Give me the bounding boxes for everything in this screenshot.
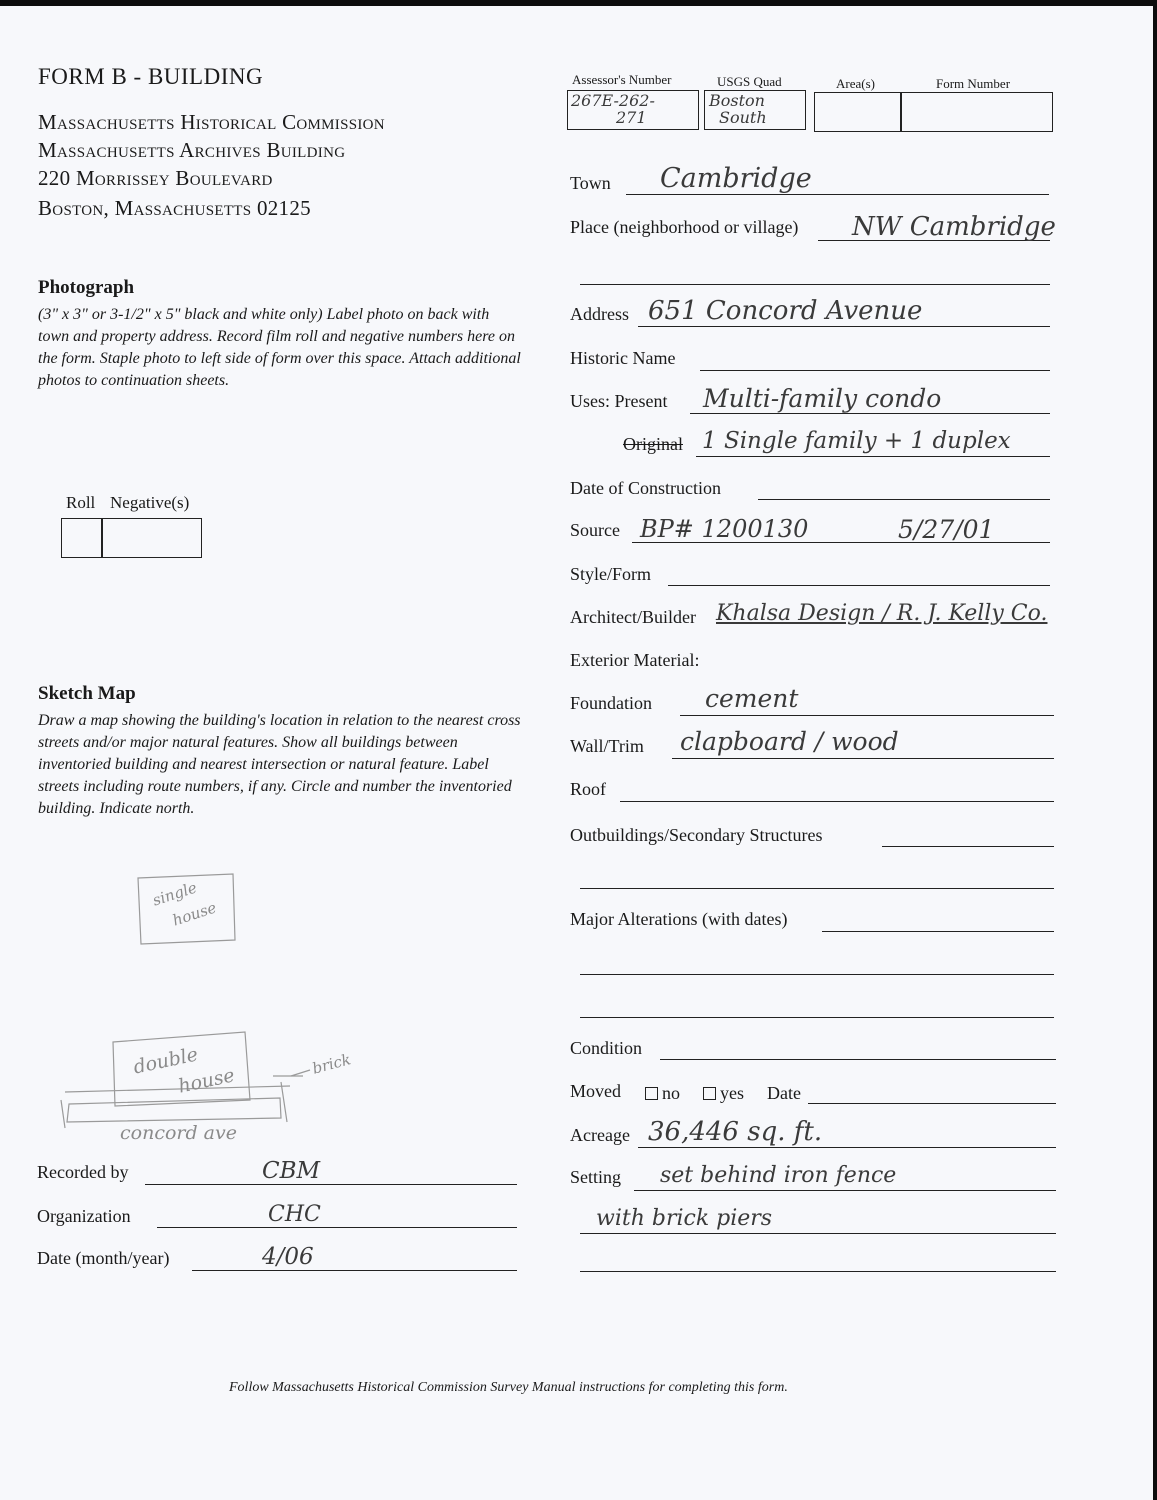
agency-street: 220 Morrissey Boulevard <box>38 166 273 190</box>
foundation-line <box>680 715 1054 716</box>
usgs-quad-box[interactable] <box>704 90 806 130</box>
setting-line-3 <box>580 1271 1056 1272</box>
areas-label: Area(s) <box>836 76 875 91</box>
scan-edge <box>1153 0 1157 1500</box>
town-value[interactable]: Cambridge <box>660 163 812 194</box>
acreage-line <box>638 1147 1056 1148</box>
recorded-by-line <box>145 1184 517 1185</box>
sketch-map-instructions: Draw a map showing the building's location in relation to the nearest cross streets and/or major natural features. Show all buildings between inventoried building and nearest intersection or natural feature. Label streets including route numbers, if any. Circle and number the inventoried building. Indicate north. <box>38 712 521 817</box>
outbuildings-label: Outbuildings/Secondary Structures <box>570 825 823 845</box>
outbuildings-line-2 <box>580 888 1054 889</box>
agency-city: Boston, Massachusetts 02125 <box>38 196 311 220</box>
major-alterations-label: Major Alterations (with dates) <box>570 909 788 929</box>
uses-original-label: Original <box>623 434 683 454</box>
organization-value[interactable]: CHC <box>268 1202 321 1227</box>
address-value[interactable]: 651 Concord Avenue <box>648 296 923 326</box>
organization-label: Organization <box>37 1206 131 1226</box>
style-form-label: Style/Form <box>570 564 652 584</box>
date-label: Date (month/year) <box>37 1248 170 1268</box>
usgs-quad-line1: Boston <box>709 91 765 110</box>
architect-builder-value[interactable]: Khalsa Design / R. J. Kelly Co. <box>716 601 1048 626</box>
street-line <box>65 1086 290 1092</box>
usgs-quad-label: USGS Quad <box>717 74 782 89</box>
footer-note: Follow Massachusetts Historical Commission Survey Manual instructions for completing this form. <box>229 1380 788 1395</box>
condition-line <box>660 1059 1056 1060</box>
wall-trim-value[interactable]: clapboard / wood <box>680 727 899 756</box>
place-value[interactable]: NW Cambridge <box>852 212 1056 242</box>
recorded-by-value[interactable]: CBM <box>262 1158 321 1184</box>
date-of-construction-label: Date of Construction <box>570 478 721 498</box>
recorded-by-label: Recorded by <box>37 1162 129 1182</box>
setting-line <box>634 1190 1056 1191</box>
areas-box[interactable] <box>814 92 902 132</box>
moved-yes-checkbox[interactable] <box>703 1087 716 1100</box>
setting-line-2 <box>580 1233 1056 1234</box>
setting-value-1[interactable]: set behind iron fence <box>660 1163 897 1188</box>
photograph-heading: Photograph <box>38 277 135 298</box>
historic-name-line <box>700 370 1050 371</box>
sketch-label-double-1: double <box>131 1043 200 1079</box>
acreage-label: Acreage <box>570 1125 630 1145</box>
acreage-value[interactable]: 36,446 sq. ft. <box>648 1117 823 1147</box>
major-alterations-line <box>822 931 1054 932</box>
place-line-2 <box>580 284 1050 285</box>
assessors-number-label: Assessor's Number <box>572 72 672 87</box>
moved-no-option[interactable] <box>645 1083 680 1104</box>
source-value[interactable]: BP# 1200130 <box>640 515 809 543</box>
sketch-map-drawing <box>55 860 385 1160</box>
date-of-construction-line <box>758 499 1050 500</box>
sketch-label-single-1: single <box>150 878 200 910</box>
uses-original-line <box>696 456 1050 457</box>
moved-no-checkbox[interactable] <box>645 1087 658 1100</box>
condition-label: Condition <box>570 1038 643 1058</box>
uses-original-value[interactable]: 1 Single family + 1 duplex <box>702 428 1011 454</box>
organization-line <box>157 1227 517 1228</box>
roll-label: Roll <box>66 493 96 512</box>
sketch-label-street: concord ave <box>120 1122 237 1144</box>
place-label: Place (neighborhood or village) <box>570 217 799 237</box>
moved-date-line <box>808 1103 1056 1104</box>
roof-line <box>620 801 1054 802</box>
moved-yes-label: yes <box>720 1083 744 1103</box>
address-line <box>638 326 1050 327</box>
sketch-label-single-2: house <box>170 898 219 930</box>
wall-trim-line <box>672 758 1054 759</box>
exterior-material-label: Exterior Material: <box>570 650 700 670</box>
moved-yes-option[interactable] <box>703 1083 744 1104</box>
foundation-label: Foundation <box>570 693 653 713</box>
source-label: Source <box>570 520 620 540</box>
agency-name: Massachusetts Historical Commission <box>38 110 385 134</box>
sketch-label-double-2: house <box>176 1064 237 1098</box>
setting-label: Setting <box>570 1167 622 1187</box>
major-alterations-line-3 <box>580 1017 1054 1018</box>
negatives-label: Negative(s) <box>110 493 190 512</box>
source-date[interactable]: 5/27/01 <box>898 515 995 544</box>
moved-date-label: Date <box>767 1083 801 1103</box>
scan-edge <box>0 0 1157 6</box>
form-number-box[interactable] <box>900 92 1053 132</box>
style-form-line <box>668 585 1050 586</box>
form-number-label: Form Number <box>936 76 1011 91</box>
agency-building: Massachusetts Archives Building <box>38 138 346 162</box>
uses-present-line <box>690 413 1050 414</box>
historic-name-label: Historic Name <box>570 348 676 368</box>
uses-present-label: Uses: Present <box>570 391 668 411</box>
assessors-number-box[interactable] <box>567 90 699 130</box>
date-line <box>192 1270 517 1271</box>
sketch-label-brick: brick <box>310 1050 353 1078</box>
usgs-quad-line2: South <box>719 108 767 127</box>
form-title: FORM B - BUILDING <box>38 64 264 89</box>
uses-present-value[interactable]: Multi-family condo <box>703 384 942 413</box>
sketch-map-heading: Sketch Map <box>38 683 136 704</box>
town-label: Town <box>570 173 611 193</box>
assessors-number-line1: 267E-262- <box>571 91 655 110</box>
photograph-instructions: (3" x 3" or 3-1/2" x 5" black and white only) Label photo on back with town and property address. Record film roll and negative numbers here on the form. Staple photo to left side of form over this space. Attach additional photos to continuation sheets. <box>38 306 521 389</box>
town-line <box>626 194 1049 195</box>
address-label: Address <box>570 304 629 324</box>
major-alterations-line-2 <box>580 974 1054 975</box>
moved-no-label: no <box>662 1083 680 1103</box>
roof-label: Roof <box>570 779 606 799</box>
date-value[interactable]: 4/06 <box>262 1244 314 1270</box>
outbuildings-line <box>882 846 1054 847</box>
moved-label: Moved <box>570 1081 621 1101</box>
assessors-number-line2: 271 <box>616 108 647 127</box>
negatives-box[interactable] <box>101 518 202 558</box>
roll-box[interactable] <box>61 518 103 558</box>
wall-trim-label: Wall/Trim <box>570 736 644 756</box>
setting-value-2[interactable]: with brick piers <box>596 1206 773 1231</box>
street-outline <box>67 1098 281 1122</box>
architect-builder-label: Architect/Builder <box>570 607 696 627</box>
foundation-value[interactable]: cement <box>705 684 799 713</box>
